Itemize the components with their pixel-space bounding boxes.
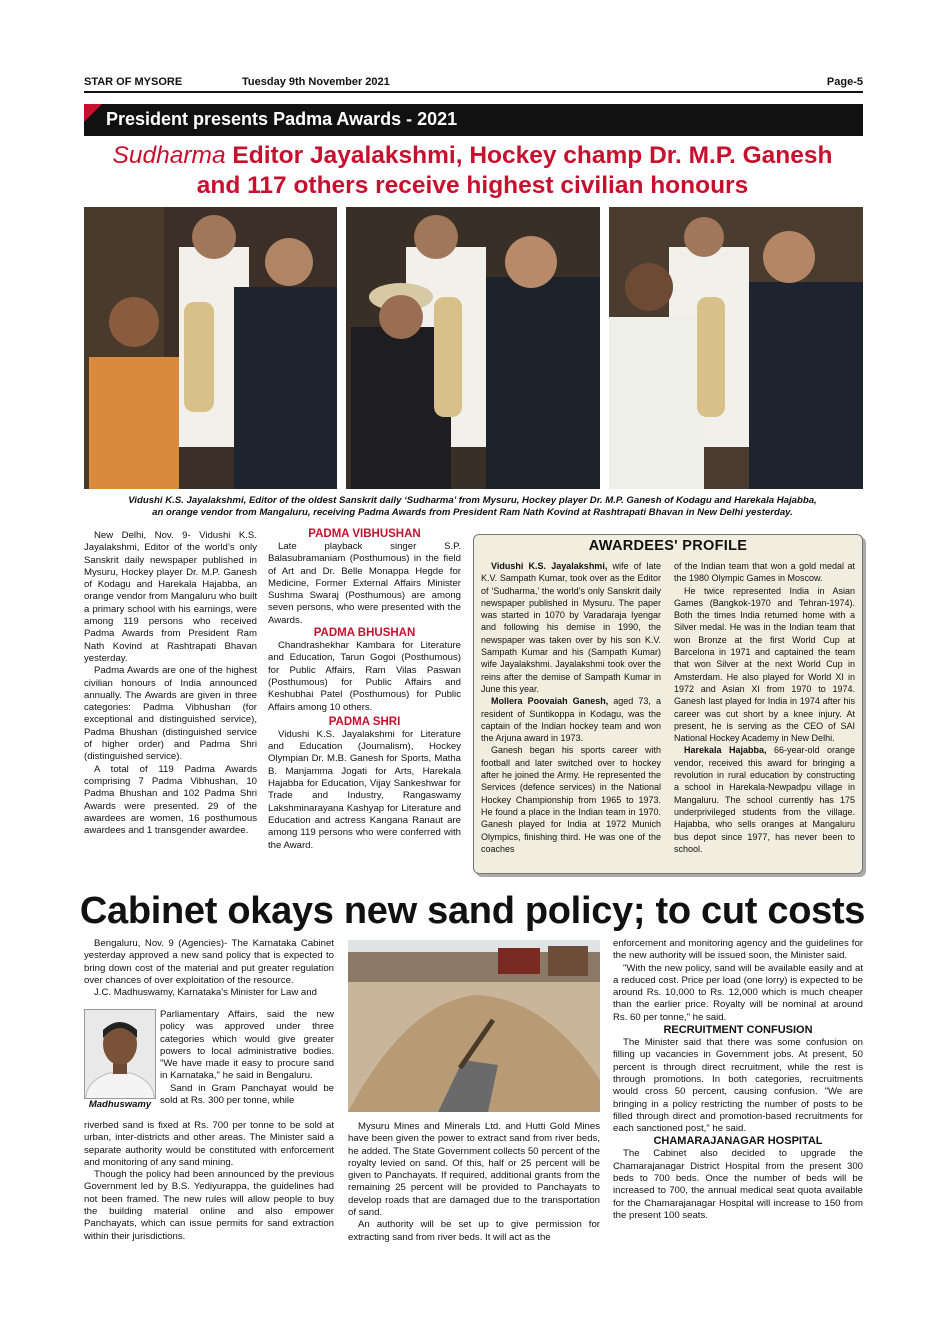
paragraph: A total of 119 Padma Awards comprising 7 Padma Vibhushan, 10 Padma Bhushan and 102 Padma Shri Awards were presented. 29 of the awardees are women, 16 posthumous awardees and 1 transgender awardee.: [84, 763, 257, 837]
sand-column-1: [84, 938, 334, 999]
masthead: [84, 74, 863, 90]
paragraph: Late playback singer S.P. Balasubramaniam (Posthumous) in the field of Art and Dr. Belle Monappa Hegde for Medicine, Former External Affairs Minister Sushma Swaraj (Posthumous) are among seven persons, who were presented with the Awards.: [268, 541, 461, 626]
paragraph: J.C. Madhuswamy, Karnataka's Minister for Law and: [94, 987, 317, 999]
paragraph: Mysuru Mines and Minerals Ltd. and Hutti Gold Mines have been given the power to extract sand from river beds, he added. The State Government collects 50 percent of the royalty levied on sand. Of this, half or 25 percent will be given to Panchayats. If required, additional grants from the remaining 25 percent will be provided to Panchayats to develop roads that are damaged due to the transportation of sand.: [348, 1121, 600, 1219]
padma-story-column-2: [268, 528, 461, 852]
paragraph: Chandrashekhar Kambara for Literature and Education, Tarun Gogoi (Posthumous) for Public Affairs, Ram Vilas Paswan (Posthumous) for Public Affairs and Keshubhai Patel (Posthumous) for Public Affairs among 10 others.: [268, 640, 461, 713]
madhuswamy-portrait: [84, 1009, 156, 1099]
paragraph: "With the new policy, sand will be available easily and at a reduced cost. Price per load (one lorry) is expected to be around Rs. 10,000 to Rs. 12,000 which is much cheaper than the earlier price. Royalty will be nominal at around Rs. 60 per tonne," he said.: [613, 962, 863, 1023]
page-number: Page-5: [826, 76, 863, 88]
headline-line-2: and 117 others receive highest civilian honours: [196, 172, 749, 199]
headline-line-1: Sudharma Editor Jayalakshmi, Hockey champ Dr. M.P. Ganesh: [112, 142, 833, 169]
photo-ganesh: [346, 207, 600, 489]
paragraph: Sand in Gram Panchayat would be sold at Rs. 300 per tonne, while: [160, 1082, 334, 1107]
photo-jayalakshmi: [84, 207, 337, 489]
portrait-caption: Madhuswamy: [88, 1099, 152, 1110]
paragraph: An authority will be set up to give permission for extracting sand from river beds. It will act as the: [348, 1219, 600, 1243]
padma-shri-heading: PADMA SHRI: [328, 715, 401, 728]
paper-name: STAR OF MYSORE: [84, 76, 183, 88]
caption-line-2: an orange vendor from Mangaluru, receiving Padma Awards from President Ram Nath Kovind at Rashtrapati Bhavan in New Delhi yesterday.: [152, 507, 793, 518]
paragraph: Padma Awards are one of the highest civilian honours of India announced annually. The Awards are given in three categories: Padma Vibhushan (for exceptional and distinguished service), Padma Bhushan (distinguished service of higher order) and Padma Shri (distinguished service).: [84, 665, 257, 763]
sand-column-1-wrap: [160, 1009, 334, 1107]
paragraph: He twice represented India in Asian Games (Bangkok-1970 and Tehran-1974). Both the times India returned home with a Silver medal. He was in the Indian team that won Bronze at the first World Cup at Barcelona in 1971 and captained the team that won Silver at the next World Cup in Amsterdam. He also played for World XI in 1972 and Asian XI from 1970 to 1974. Ganesh last played for India in 1974 after his career was cut short by a knee injury. At present, he is serving as the CEO of SAI National Hockey Academy in New Delhi.: [674, 585, 855, 744]
paragraph: riverbed sand is fixed at Rs. 700 per tonne to be sold at urban, inter-districts and other areas. The Minister said a separate authority would be constituted with enforcement and monitoring of any sand mining.: [84, 1120, 334, 1168]
section-banner: [84, 104, 863, 136]
sand-column-3: [613, 938, 863, 1222]
paragraph: Parliamentary Affairs, said the new policy was approved under three categories which would give greater powers to local administrative bodies. "We have made it easy to procure sand in Karnataka," he said in Bengaluru.: [160, 1009, 334, 1082]
paragraph: Bengaluru, Nov. 9 (Agencies)- The Karnataka Cabinet yesterday approved a new sand policy that is expected to bring down cost of the material and put greater regulation over chances of over exploitation of the resource.: [84, 938, 334, 986]
paragraph: New Delhi, Nov. 9- Vidushi K.S. Jayalakshmi, Editor of the world’s only Sanskrit daily newspaper published in Mysuru, Hockey player Dr. M.P. Ganesh of Kodagu and Harekala Hajabba, an orange vendor from Mangaluru who built a primary school with his earnings, were among 119 persons who received Padma Awards from President Ram Nath Kovind at Rashtrapati Bhavan yesterday.: [84, 530, 257, 664]
profile-column-2: [674, 560, 855, 855]
paragraph: Vidushi K.S. Jayalakshmi, wife of late K.V. Sampath Kumar, took over as the Editor of ‘Sudharma,’ the world’s only Sanskrit daily newspaper published in Mysuru. The paper was started in 1070 by Varadaraja Iyengar and following his demise in 1990, the newspaper was taken over by his son K.V. Sampath Kumar and his (Sampath Kumar) wife Jayalakshmi. Jayalakshmi took over the reins after the demise of Sampath Kumar in June this year.: [481, 561, 661, 694]
profile-column-1: [481, 560, 661, 855]
recruitment-confusion-heading: RECRUITMENT CONFUSION: [663, 1024, 813, 1037]
paragraph: Though the policy had been announced by the previous Government led by B.S. Yediyurappa, the guidelines had not been framed. The new rules will allow people to buy the building material online and also empower Panchayats, which can issue permits for sand extraction within their jurisdictions.: [84, 1169, 334, 1242]
paragraph: Harekala Hajabba, 66-year-old orange vendor, received this award for bringing a revolution in rural education by constructing a school in Harekala-Newpadpu village in Mangaluru. The school currently has 175 underprivileged students from the village. Hajabba, who sells oranges at Mangaluru bus depot since 1977, has never been to school.: [674, 745, 855, 854]
padma-story-column-1: [84, 530, 257, 837]
paragraph: Mollera Poovaiah Ganesh, aged 73, a resident of Suntikoppa in Kodagu, was the captain of the Indian hockey team and won the Arjuna award in 1973.: [481, 696, 661, 744]
photo-caption: [60, 495, 885, 519]
banner-title: President presents Padma Awards - 2021: [106, 109, 458, 129]
sand-column-2: [348, 1121, 600, 1244]
paragraph: The Cabinet also decided to upgrade the Chamarajanagar District Hospital from the present 300 beds to 700 beds. Once the number of beds will be increased to 700, the annual medical seat quota available for the Chamarajanagar Hospital will increase to 150 from the present 100 seats.: [613, 1148, 863, 1221]
headline-italic: Sudharma: [112, 142, 226, 169]
issue-date: Tuesday 9th November 2021: [242, 76, 390, 88]
sand-column-1-bottom: [84, 1120, 334, 1243]
caption-line-1: Vidushi K.S. Jayalakshmi, Editor of the oldest Sanskrit daily ‘Sudharma’ from Mysuru, Hockey player Dr. M.P. Ganesh of Kodagu and Harekala Hajabba,: [128, 495, 817, 506]
banner-red-corner: [84, 104, 102, 122]
chamarajanagar-hospital-heading: CHAMARAJANAGAR HOSPITAL: [653, 1135, 823, 1148]
padma-vibhushan-heading: PADMA VIBHUSHAN: [308, 528, 421, 540]
paragraph: The Minister said that there was some confusion on filling up vacancies in Government jobs. At present, 50 percent is through direct recruitment, while the rest is through promotions. In both categories, recruitments would cross 50 percent, causing confusion. "We are bringing in a policy restricting the number of posts to be filled through direct and promotion-based recruitments for each sanctioned post," he said.: [613, 1037, 863, 1135]
sand-photo: [348, 940, 600, 1112]
paragraph: enforcement and monitoring agency and the guidelines for the new authority will be issued soon, the Minister said.: [613, 938, 863, 962]
awardees-profile-box: [473, 534, 863, 874]
masthead-rule: [84, 91, 863, 93]
sand-headline: Cabinet okays new sand policy; to cut costs: [79, 890, 866, 932]
paragraph: Ganesh began his sports career with football and later switched over to hockey after he joined the Army. He represented the Services (defence services) in the National Hockey Championship from 1965 to 1973. He found a place in the Indian team in 1970. Ganesh played for India at 1972 Munich Olympics, finishing third. He was one of the coaches: [481, 745, 661, 854]
profile-title: AWARDEES' PROFILE: [588, 538, 748, 554]
paragraph: Vidushi K.S. Jayalakshmi for Literature and Education (Journalism), Hockey Olympian Dr. M.B. Ganesh for Sports, Matha B. Manjamma Jogati for Arts, Harekala Hajabba for Education, Vijay Sankeshwar for Trade and Industry, Rangaswamy Lakshminarayana Kashyap for Literature and Education and actress Kangana Ranaut are among 119 persons who were conferred with the Award.: [268, 728, 461, 851]
photo-hajabba: [609, 207, 863, 489]
main-headline: [60, 141, 885, 201]
padma-bhushan-heading: PADMA BHUSHAN: [313, 627, 416, 640]
paragraph: of the Indian team that won a gold medal at the 1980 Olympic Games in Moscow.: [674, 561, 855, 584]
